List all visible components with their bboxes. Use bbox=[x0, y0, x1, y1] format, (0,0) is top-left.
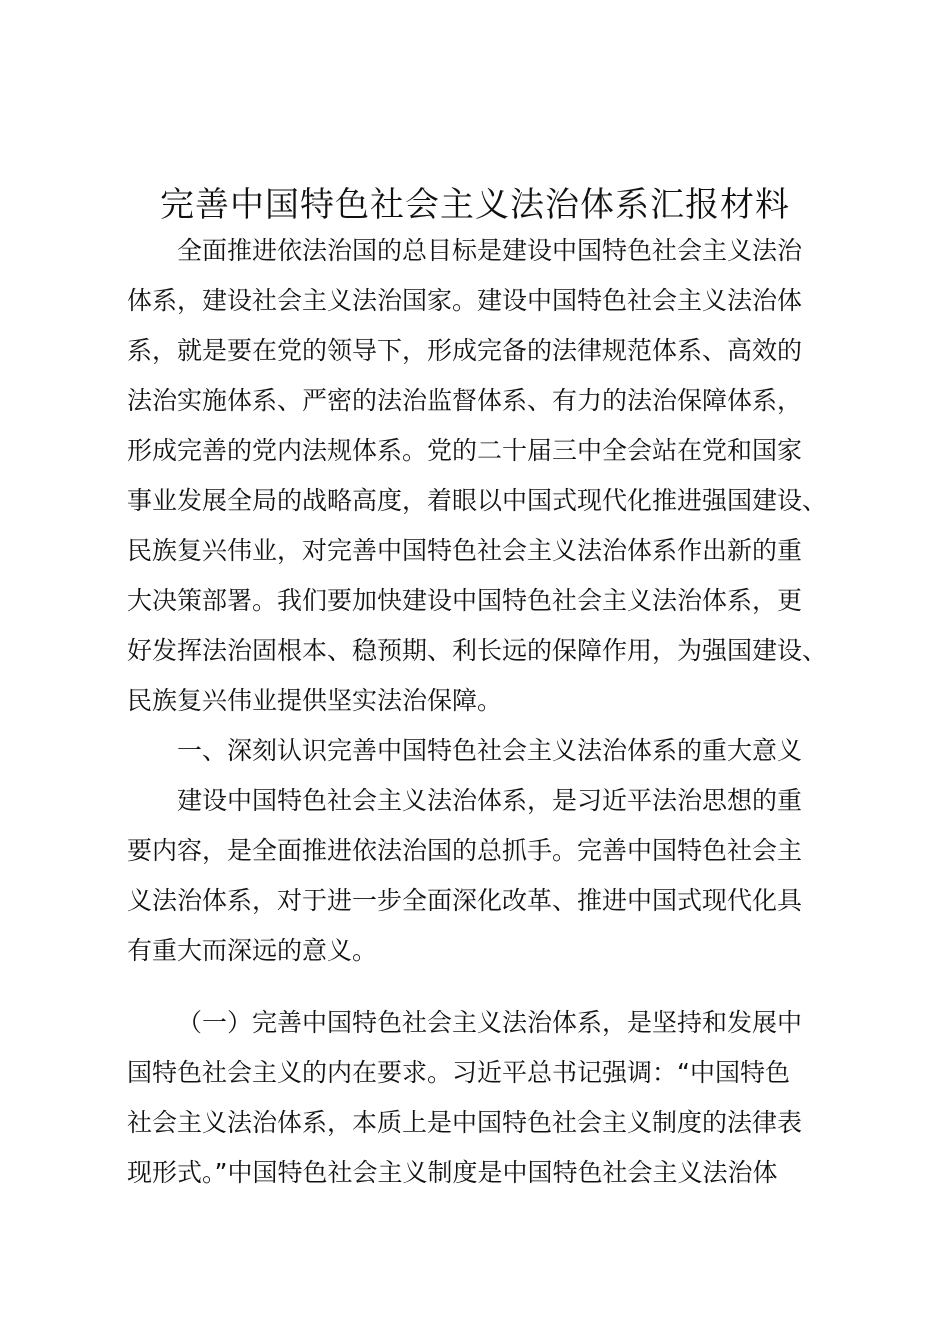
document-body bbox=[127, 226, 839, 1198]
text-line: （一）完善中国特色社会主义法治体系，是坚持和发展中 bbox=[177, 1008, 803, 1037]
text-line: 现形式。”中国特色社会主义制度是中国特色社会主义法治体 bbox=[127, 1158, 778, 1187]
text-line: 事业发展全局的战略高度，着眼以中国式现代化推进强国建设、 bbox=[127, 486, 828, 515]
text-line: 法治实施体系、严密的法治监督体系、有力的法治保障体系， bbox=[127, 386, 803, 415]
text-line: 民族复兴伟业，对完善中国特色社会主义法治体系作出新的重 bbox=[127, 536, 803, 565]
paragraph-subsection-one bbox=[127, 998, 839, 1198]
text-line: 义法治体系，对于进一步全面深化改革、推进中国式现代化具 bbox=[127, 886, 803, 915]
paragraph-gap bbox=[127, 976, 839, 998]
text-line: 形成完善的党内法规体系。党的二十届三中全会站在党和国家 bbox=[127, 436, 803, 465]
text-line: 大决策部署。我们要加快建设中国特色社会主义法治体系，更 bbox=[127, 586, 803, 615]
document-title: 完善中国特色社会主义法治体系汇报材料 bbox=[160, 185, 790, 225]
text-line: 国特色社会主义的内在要求。习近平总书记强调：“中国特色 bbox=[127, 1058, 790, 1087]
text-line: 民族复兴伟业提供坚实法治保障。 bbox=[127, 686, 503, 715]
text-line: 要内容，是全面推进依法治国的总抓手。完善中国特色社会主 bbox=[127, 836, 803, 865]
text-line: 好发挥法治固根本、稳预期、利长远的保障作用，为强国建设、 bbox=[127, 636, 828, 665]
paragraph-significance bbox=[127, 776, 839, 976]
section-heading bbox=[127, 726, 839, 776]
text-line: 建设中国特色社会主义法治体系，是习近平法治思想的重 bbox=[177, 786, 803, 815]
text-line: 社会主义法治体系，本质上是中国特色社会主义制度的法律表 bbox=[127, 1108, 803, 1137]
section-heading-line: 一、深刻认识完善中国特色社会主义法治体系的重大意义 bbox=[177, 736, 803, 765]
text-line: 有重大而深远的意义。 bbox=[127, 936, 378, 965]
text-line: 全面推进依法治国的总目标是建设中国特色社会主义法治 bbox=[177, 236, 803, 265]
text-line: 体系，建设社会主义法治国家。建设中国特色社会主义法治体 bbox=[127, 286, 803, 315]
text-line: 系，就是要在党的领导下，形成完备的法律规范体系、高效的 bbox=[127, 336, 803, 365]
paragraph-intro bbox=[127, 226, 839, 726]
